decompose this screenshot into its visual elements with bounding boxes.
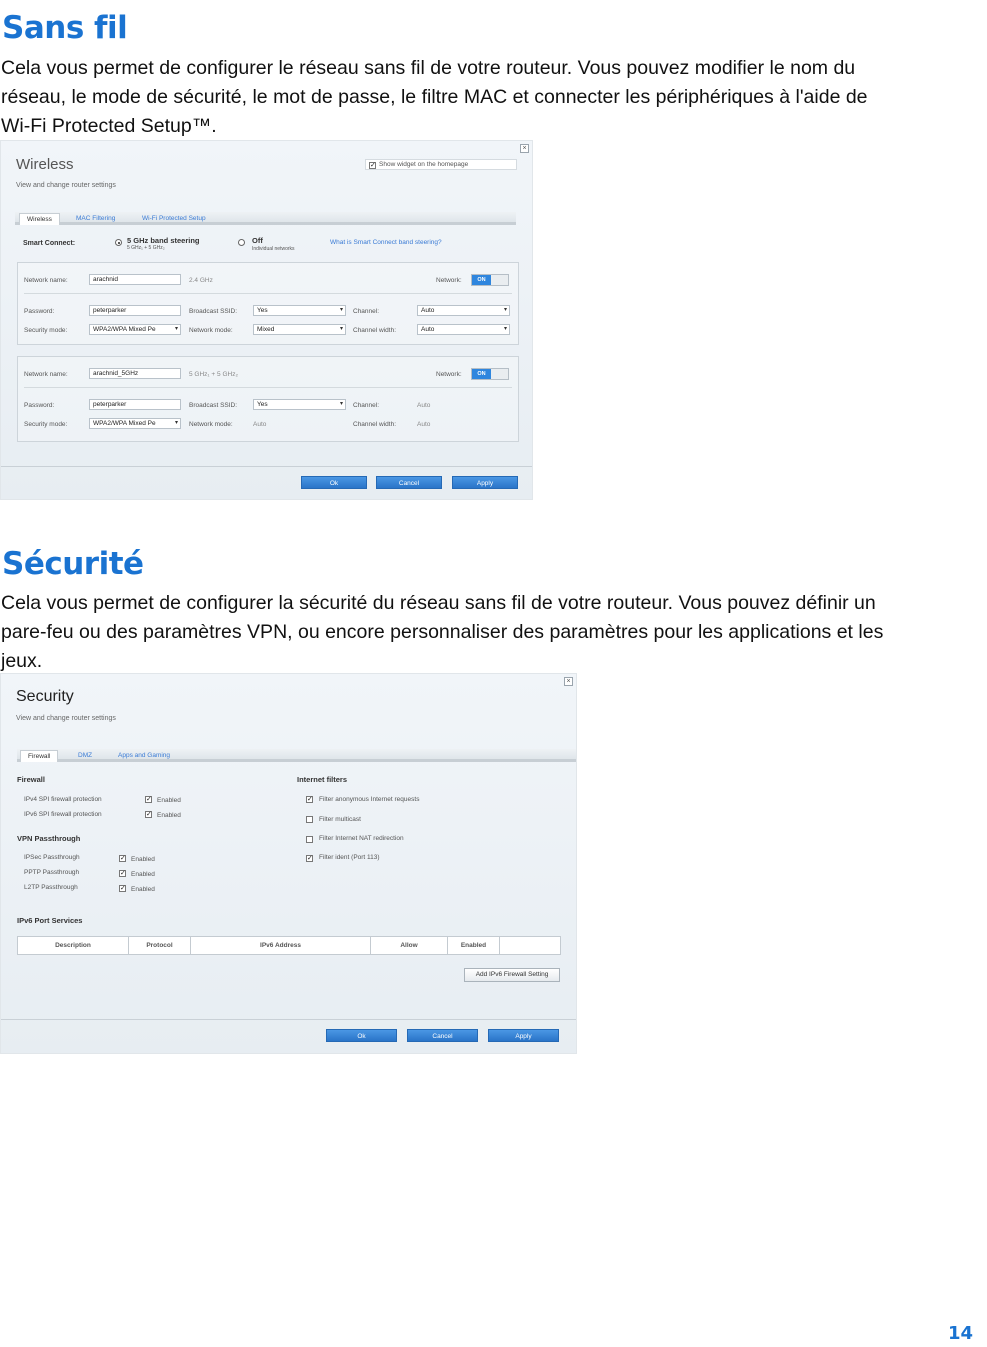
internet-filters-heading: Internet filters	[297, 775, 348, 784]
table-header-description: Description	[18, 937, 129, 954]
ipv4-spi-label: IPv4 SPI firewall protection	[24, 796, 102, 803]
panel-subtitle: View and change router settings	[16, 715, 116, 722]
paragraph-line: réseau, le mode de sécurité, le mot de passe, le filtre MAC et connecter les périphériques à l'aide de	[1, 86, 868, 108]
password-input[interactable]: peterparker	[89, 305, 181, 316]
close-icon[interactable]: ×	[520, 144, 529, 153]
network-group-5ghz	[17, 356, 519, 442]
network-toggle[interactable]	[471, 368, 509, 380]
panel-title: Wireless	[16, 156, 74, 173]
toggle-on: ON	[472, 369, 491, 379]
off-sublabel: Individual networks	[252, 246, 295, 252]
divider	[24, 293, 512, 294]
l2tp-label: L2TP Passthrough	[24, 884, 78, 891]
toggle-on: ON	[472, 275, 491, 285]
ipsec-label: IPSec Passthrough	[24, 854, 80, 861]
cancel-button[interactable]: Cancel	[407, 1029, 478, 1042]
security-mode-label: Security mode:	[24, 421, 68, 428]
ipv6-spi-checkbox[interactable]: ✓	[146, 811, 152, 818]
steering-radio[interactable]	[115, 239, 122, 246]
network-name-label: Network name:	[24, 371, 68, 378]
tab-dmz[interactable]: DMZ	[78, 752, 93, 759]
network-mode-select[interactable]: Mixed ▾	[253, 324, 346, 335]
footer-divider	[1, 466, 532, 467]
network-name-label: Network name:	[24, 277, 68, 284]
password-label: Password:	[24, 308, 55, 315]
firewall-heading: Firewall	[17, 775, 45, 784]
section-heading-wireless: Sans fil	[2, 10, 128, 46]
off-radio[interactable]	[238, 239, 245, 246]
broadcast-ssid-label: Broadcast SSID:	[189, 402, 238, 409]
filter-multicast-checkbox[interactable]	[306, 816, 313, 823]
paragraph-line: pare-feu ou des paramètres VPN, ou encore personnaliser des paramètres pour les applications et les	[1, 621, 884, 643]
divider	[24, 387, 512, 388]
channel-width-select[interactable]: Auto ▾	[417, 324, 510, 335]
show-widget-label: Show widget on the homepage	[379, 161, 469, 168]
network-mode-label: Network mode:	[189, 327, 233, 334]
l2tp-checkbox[interactable]: ✓	[120, 885, 126, 892]
broadcast-ssid-select[interactable]: Yes ▾	[253, 399, 346, 410]
steering-label: 5 GHz band steering	[127, 236, 200, 245]
checkbox-icon: ✓	[370, 162, 376, 169]
network-group-24ghz	[17, 262, 519, 345]
channel-width-value: Auto	[417, 421, 431, 428]
channel-label: Channel:	[353, 308, 380, 315]
security-mode-select[interactable]: WPA2/WPA Mixed Pe ▾	[89, 418, 181, 429]
table-header-ipv6-address: IPv6 Address	[191, 937, 371, 954]
enabled-label: Enabled	[131, 856, 155, 863]
panel-subtitle: View and change router settings	[16, 182, 116, 189]
ok-button[interactable]: Ok	[326, 1029, 397, 1042]
apply-button[interactable]: Apply	[488, 1029, 559, 1042]
filter-nat-label: Filter Internet NAT redirection	[319, 835, 404, 842]
broadcast-ssid-label: Broadcast SSID:	[189, 308, 238, 315]
channel-width-label: Channel width:	[353, 421, 396, 428]
apply-button[interactable]: Apply	[452, 476, 518, 489]
table-header-allow: Allow	[371, 937, 448, 954]
filter-ident-checkbox[interactable]: ✓	[307, 855, 313, 862]
broadcast-ssid-select[interactable]: Yes ▾	[253, 305, 346, 316]
filter-ident-label: Filter ident (Port 113)	[319, 854, 380, 861]
security-mode-label: Security mode:	[24, 327, 68, 334]
filter-nat-checkbox[interactable]	[306, 836, 313, 843]
wireless-screenshot	[0, 140, 533, 500]
filter-anon-label: Filter anonymous Internet requests	[319, 796, 420, 803]
ipv6-port-table	[17, 936, 561, 955]
channel-width-label: Channel width:	[353, 327, 396, 334]
ipsec-checkbox[interactable]: ✓	[120, 855, 126, 862]
network-toggle-label: Network:	[436, 371, 462, 378]
ipv4-spi-checkbox[interactable]: ✓	[146, 796, 152, 803]
network-name-input[interactable]: arachnid_5GHz	[89, 368, 181, 379]
footer-divider	[1, 1019, 576, 1020]
filter-anon-checkbox[interactable]: ✓	[307, 796, 313, 803]
vpn-heading: VPN Passthrough	[17, 834, 81, 843]
band-label: 2.4 GHz	[189, 277, 213, 284]
table-header-actions	[500, 937, 560, 954]
add-ipv6-firewall-button[interactable]: Add IPv6 Firewall Setting	[464, 968, 560, 982]
ok-button[interactable]: Ok	[301, 476, 367, 489]
pptp-label: PPTP Passthrough	[24, 869, 80, 876]
pptp-checkbox[interactable]: ✓	[120, 870, 126, 877]
tab-wireless[interactable]: Wireless	[19, 213, 60, 225]
security-mode-select[interactable]: WPA2/WPA Mixed Pe ▾	[89, 324, 181, 335]
security-screenshot	[0, 673, 577, 1054]
tab-bar	[15, 212, 516, 225]
table-header-protocol: Protocol	[129, 937, 191, 954]
page-number: 14	[947, 1323, 973, 1344]
ipv6-spi-label: IPv6 SPI firewall protection	[24, 811, 102, 818]
cancel-button[interactable]: Cancel	[376, 476, 442, 489]
off-label: Off	[252, 236, 263, 245]
network-toggle-label: Network:	[436, 277, 462, 284]
network-mode-label: Network mode:	[189, 421, 233, 428]
tab-apps-gaming[interactable]: Apps and Gaming	[118, 752, 171, 759]
paragraph-security	[1, 589, 883, 676]
tab-firewall[interactable]: Firewall	[20, 750, 58, 762]
table-header-enabled: Enabled	[448, 937, 500, 954]
ipv6-port-heading: IPv6 Port Services	[17, 916, 83, 925]
channel-value: Auto	[417, 402, 431, 409]
section-heading-security: Sécurité	[2, 546, 144, 582]
paragraph-line: Cela vous permet de configurer la sécurité du réseau sans fil de votre routeur. Vous pouvez définir un	[1, 592, 876, 614]
enabled-label: Enabled	[157, 797, 181, 804]
password-input[interactable]: peterparker	[89, 399, 181, 410]
smart-connect-help-link[interactable]: What is Smart Connect band steering?	[330, 239, 442, 246]
filter-multicast-label: Filter multicast	[319, 816, 361, 823]
tab-mac-filtering[interactable]: MAC Filtering	[76, 215, 116, 222]
tab-bar	[17, 749, 576, 762]
band-label: 5 GHz₁ + 5 GHz₂	[189, 371, 238, 378]
enabled-label: Enabled	[131, 886, 155, 893]
panel-title: Security	[16, 688, 74, 705]
password-label: Password:	[24, 402, 55, 409]
paragraph-wireless	[1, 54, 868, 141]
paragraph-line: Cela vous permet de configurer le réseau sans fil de votre routeur. Vous pouvez modifier le nom du	[1, 57, 856, 79]
channel-select[interactable]: Auto ▾	[417, 305, 510, 316]
channel-label: Channel:	[353, 402, 380, 409]
network-mode-value: Auto	[253, 421, 267, 428]
paragraph-line: Wi-Fi Protected Setup™.	[1, 115, 217, 137]
paragraph-line: jeux.	[1, 650, 43, 672]
network-name-input[interactable]: arachnid	[89, 274, 181, 285]
close-icon[interactable]: ×	[564, 677, 573, 686]
show-widget-checkbox[interactable]	[365, 159, 517, 170]
steering-sublabel: 5 GHz₁ + 5 GHz₂	[127, 245, 165, 251]
smart-connect-label: Smart Connect:	[23, 240, 76, 247]
network-toggle[interactable]	[471, 274, 509, 286]
enabled-label: Enabled	[131, 871, 155, 878]
tab-wps[interactable]: Wi-Fi Protected Setup	[142, 215, 206, 222]
enabled-label: Enabled	[157, 812, 181, 819]
